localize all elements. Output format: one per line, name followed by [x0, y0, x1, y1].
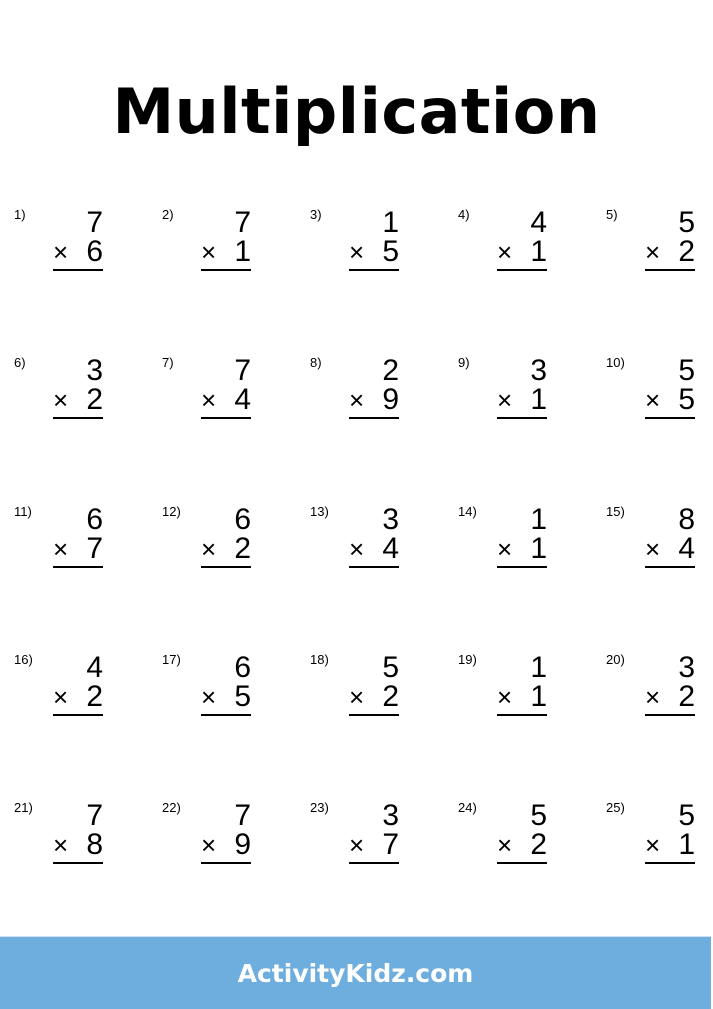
problem-23 — [296, 801, 444, 891]
answer-line — [53, 417, 103, 419]
multiplicand: 1 — [530, 503, 547, 536]
problem-14 — [444, 505, 592, 595]
answer-line — [201, 566, 251, 568]
multiply-sign-icon: × — [349, 237, 365, 267]
multiplicand: 7 — [234, 206, 251, 239]
answer-line — [201, 714, 251, 716]
multiplier: 1 — [530, 680, 547, 713]
multiplier: 4 — [234, 383, 251, 416]
multiplicand: 5 — [382, 651, 399, 684]
multiplier: 7 — [86, 532, 103, 565]
multiply-sign-icon: × — [349, 682, 365, 712]
multiply-sign-icon: × — [201, 830, 217, 860]
multiply-sign-icon: × — [497, 385, 513, 415]
problem-12 — [148, 505, 296, 595]
problem-number: 21) — [14, 800, 33, 815]
problem-number: 23) — [310, 800, 329, 815]
multiply-sign-icon: × — [497, 534, 513, 564]
problem-number: 6) — [14, 355, 26, 370]
problem-18 — [296, 653, 444, 743]
multiplicand: 5 — [678, 354, 695, 387]
problem-number: 20) — [606, 652, 625, 667]
multiply-sign-icon: × — [645, 534, 661, 564]
problem-number: 18) — [310, 652, 329, 667]
problem-number: 9) — [458, 355, 470, 370]
problem-number: 1) — [14, 207, 26, 222]
problem-number: 25) — [606, 800, 625, 815]
answer-line — [497, 862, 547, 864]
problem-7 — [148, 356, 296, 446]
multiply-sign-icon: × — [645, 682, 661, 712]
multiply-sign-icon: × — [53, 385, 69, 415]
multiplier: 1 — [530, 532, 547, 565]
answer-line — [201, 269, 251, 271]
answer-line — [349, 269, 399, 271]
answer-line — [53, 862, 103, 864]
problem-number: 24) — [458, 800, 477, 815]
problem-number: 15) — [606, 504, 625, 519]
multiplicand: 8 — [678, 503, 695, 536]
answer-line — [497, 714, 547, 716]
multiply-sign-icon: × — [53, 534, 69, 564]
answer-line — [497, 566, 547, 568]
multiplicand: 4 — [86, 651, 103, 684]
answer-line — [201, 417, 251, 419]
multiplier: 2 — [86, 383, 103, 416]
answer-line — [645, 417, 695, 419]
answer-line — [349, 862, 399, 864]
multiply-sign-icon: × — [497, 682, 513, 712]
problem-17 — [148, 653, 296, 743]
multiplier: 1 — [530, 235, 547, 268]
answer-line — [201, 862, 251, 864]
answer-line — [645, 862, 695, 864]
problem-11 — [0, 505, 148, 595]
answer-line — [645, 269, 695, 271]
multiplier: 9 — [382, 383, 399, 416]
multiplicand: 3 — [86, 354, 103, 387]
answer-line — [349, 566, 399, 568]
multiplier: 2 — [382, 680, 399, 713]
multiplicand: 1 — [530, 651, 547, 684]
multiply-sign-icon: × — [201, 237, 217, 267]
multiplicand: 3 — [678, 651, 695, 684]
problem-6 — [0, 356, 148, 446]
footer-banner — [0, 936, 711, 1009]
problem-number: 5) — [606, 207, 618, 222]
multiply-sign-icon: × — [497, 237, 513, 267]
problem-number: 11) — [14, 504, 32, 519]
multiplier: 9 — [234, 828, 251, 861]
problem-3 — [296, 208, 444, 298]
problem-5 — [592, 208, 713, 298]
problem-20 — [592, 653, 713, 743]
answer-line — [53, 714, 103, 716]
multiplicand: 5 — [678, 799, 695, 832]
multiply-sign-icon: × — [645, 237, 661, 267]
multiplicand: 3 — [382, 503, 399, 536]
problem-number: 13) — [310, 504, 329, 519]
problem-4 — [444, 208, 592, 298]
footer-site-name: ActivityKidz.com — [237, 958, 474, 988]
problem-25 — [592, 801, 713, 891]
multiplicand: 3 — [530, 354, 547, 387]
multiply-sign-icon: × — [349, 534, 365, 564]
multiply-sign-icon: × — [53, 237, 69, 267]
answer-line — [645, 714, 695, 716]
problem-number: 14) — [458, 504, 477, 519]
multiply-sign-icon: × — [53, 682, 69, 712]
multiplier: 2 — [678, 235, 695, 268]
multiplier: 7 — [382, 828, 399, 861]
problem-21 — [0, 801, 148, 891]
multiplier: 8 — [86, 828, 103, 861]
problem-number: 22) — [162, 800, 181, 815]
problem-24 — [444, 801, 592, 891]
multiplicand: 4 — [530, 206, 547, 239]
multiplicand: 2 — [382, 354, 399, 387]
problem-number: 7) — [162, 355, 174, 370]
multiplicand: 7 — [86, 206, 103, 239]
multiplicand: 5 — [530, 799, 547, 832]
multiplier: 5 — [382, 235, 399, 268]
problem-15 — [592, 505, 713, 595]
problem-number: 12) — [162, 504, 181, 519]
multiplicand: 6 — [86, 503, 103, 536]
page-title: Multiplication — [112, 75, 601, 148]
answer-line — [349, 714, 399, 716]
multiplier: 5 — [234, 680, 251, 713]
multiplier: 2 — [86, 680, 103, 713]
problem-number: 8) — [310, 355, 322, 370]
problem-9 — [444, 356, 592, 446]
answer-line — [497, 417, 547, 419]
answer-line — [53, 269, 103, 271]
answer-line — [645, 566, 695, 568]
multiplier: 6 — [86, 235, 103, 268]
multiply-sign-icon: × — [645, 385, 661, 415]
multiplier: 1 — [678, 828, 695, 861]
answer-line — [53, 566, 103, 568]
problem-number: 17) — [162, 652, 181, 667]
problem-13 — [296, 505, 444, 595]
multiply-sign-icon: × — [53, 830, 69, 860]
multiplier: 1 — [234, 235, 251, 268]
multiplicand: 5 — [678, 206, 695, 239]
multiply-sign-icon: × — [201, 682, 217, 712]
multiplicand: 3 — [382, 799, 399, 832]
answer-line — [497, 269, 547, 271]
multiplicand: 1 — [382, 206, 399, 239]
multiplier: 4 — [678, 532, 695, 565]
problem-number: 4) — [458, 207, 470, 222]
multiplicand: 7 — [86, 799, 103, 832]
multiplicand: 6 — [234, 651, 251, 684]
multiplier: 5 — [678, 383, 695, 416]
problem-8 — [296, 356, 444, 446]
multiplicand: 7 — [234, 799, 251, 832]
problem-2 — [148, 208, 296, 298]
multiply-sign-icon: × — [349, 385, 365, 415]
multiplier: 2 — [678, 680, 695, 713]
problem-10 — [592, 356, 713, 446]
problem-number: 10) — [606, 355, 625, 370]
problem-number: 2) — [162, 207, 174, 222]
problem-number: 19) — [458, 652, 477, 667]
problem-16 — [0, 653, 148, 743]
multiply-sign-icon: × — [201, 385, 217, 415]
problem-number: 16) — [14, 652, 33, 667]
multiplier: 4 — [382, 532, 399, 565]
multiplicand: 7 — [234, 354, 251, 387]
problem-number: 3) — [310, 207, 322, 222]
answer-line — [349, 417, 399, 419]
multiplier: 2 — [530, 828, 547, 861]
multiplier: 1 — [530, 383, 547, 416]
multiply-sign-icon: × — [645, 830, 661, 860]
multiply-sign-icon: × — [497, 830, 513, 860]
multiply-sign-icon: × — [201, 534, 217, 564]
problem-22 — [148, 801, 296, 891]
problem-19 — [444, 653, 592, 743]
multiplicand: 6 — [234, 503, 251, 536]
multiplier: 2 — [234, 532, 251, 565]
problem-1 — [0, 208, 148, 298]
multiply-sign-icon: × — [349, 830, 365, 860]
